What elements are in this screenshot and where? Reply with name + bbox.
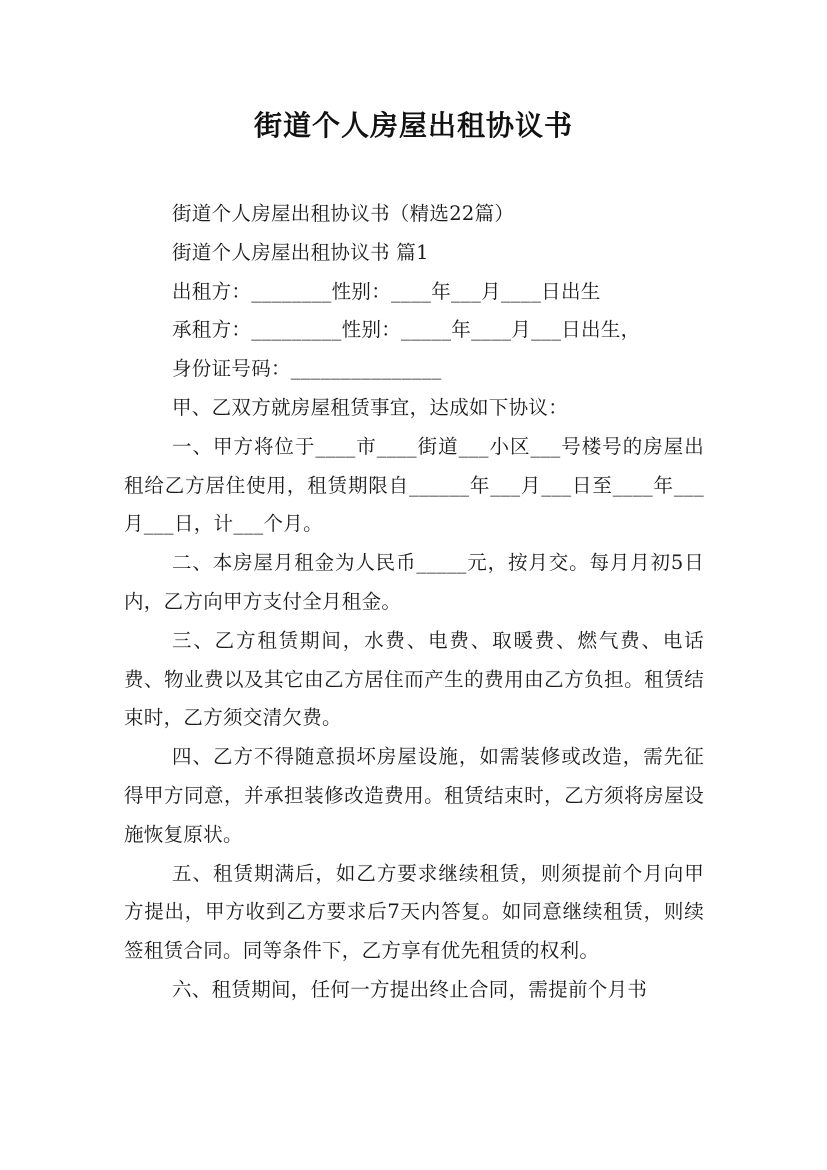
paragraph-clause-2: 二、本房屋月租金为人民币_____元，按月交。每月月初5日内，乙方向甲方支付全月租金。 (124, 551, 704, 613)
paragraph-id-number: 身份证号码：_______________ (172, 357, 442, 381)
document-title: 街道个人房屋出租协议书 (253, 109, 573, 142)
paragraph-lessor: 出租方：________性别：____年___月____日出生 (172, 279, 601, 303)
paragraph-clause-1: 一、甲方将位于____市____街道___小区___号楼号的房屋出租给乙方居住使用，租赁期限自______年___月___日至____年___月___日，计___个月。 (124, 434, 704, 536)
paragraph-subtitle: 街道个人房屋出租协议书（精选22篇） (172, 202, 515, 225)
paragraph-clause-4: 四、乙方不得随意损坏房屋设施，如需装修或改造，需先征得甲方同意，并承担装修改造费用。租赁结束时，乙方须将房屋设施恢复原状。 (124, 745, 704, 846)
paragraph-agreement-intro: 甲、乙双方就房屋租赁事宜，达成如下协议： (172, 395, 569, 419)
paragraph-section-heading: 街道个人房屋出租协议书 篇1 (172, 240, 429, 264)
paragraph-lessee: 承租方：_________性别：_____年____月___日出生， (172, 318, 641, 342)
paragraph-clause-5: 五、租赁期满后，如乙方要求继续租赁，则须提前个月向甲方提出，甲方收到乙方要求后7天内答复。如同意继续租赁，则续签租赁合同。同等条件下，乙方享有优先租赁的权利。 (124, 861, 704, 963)
paragraph-clause-3: 三、乙方租赁期间，水费、电费、取暖费、燃气费、电话费、物业费以及其它由乙方居住而产生的费用由乙方负担。租赁结束时，乙方须交清欠费。 (124, 628, 704, 730)
paragraph-clause-6: 六、租赁期间，任何一方提出终止合同，需提前个月书 (172, 977, 648, 1001)
document-body (124, 195, 704, 1010)
